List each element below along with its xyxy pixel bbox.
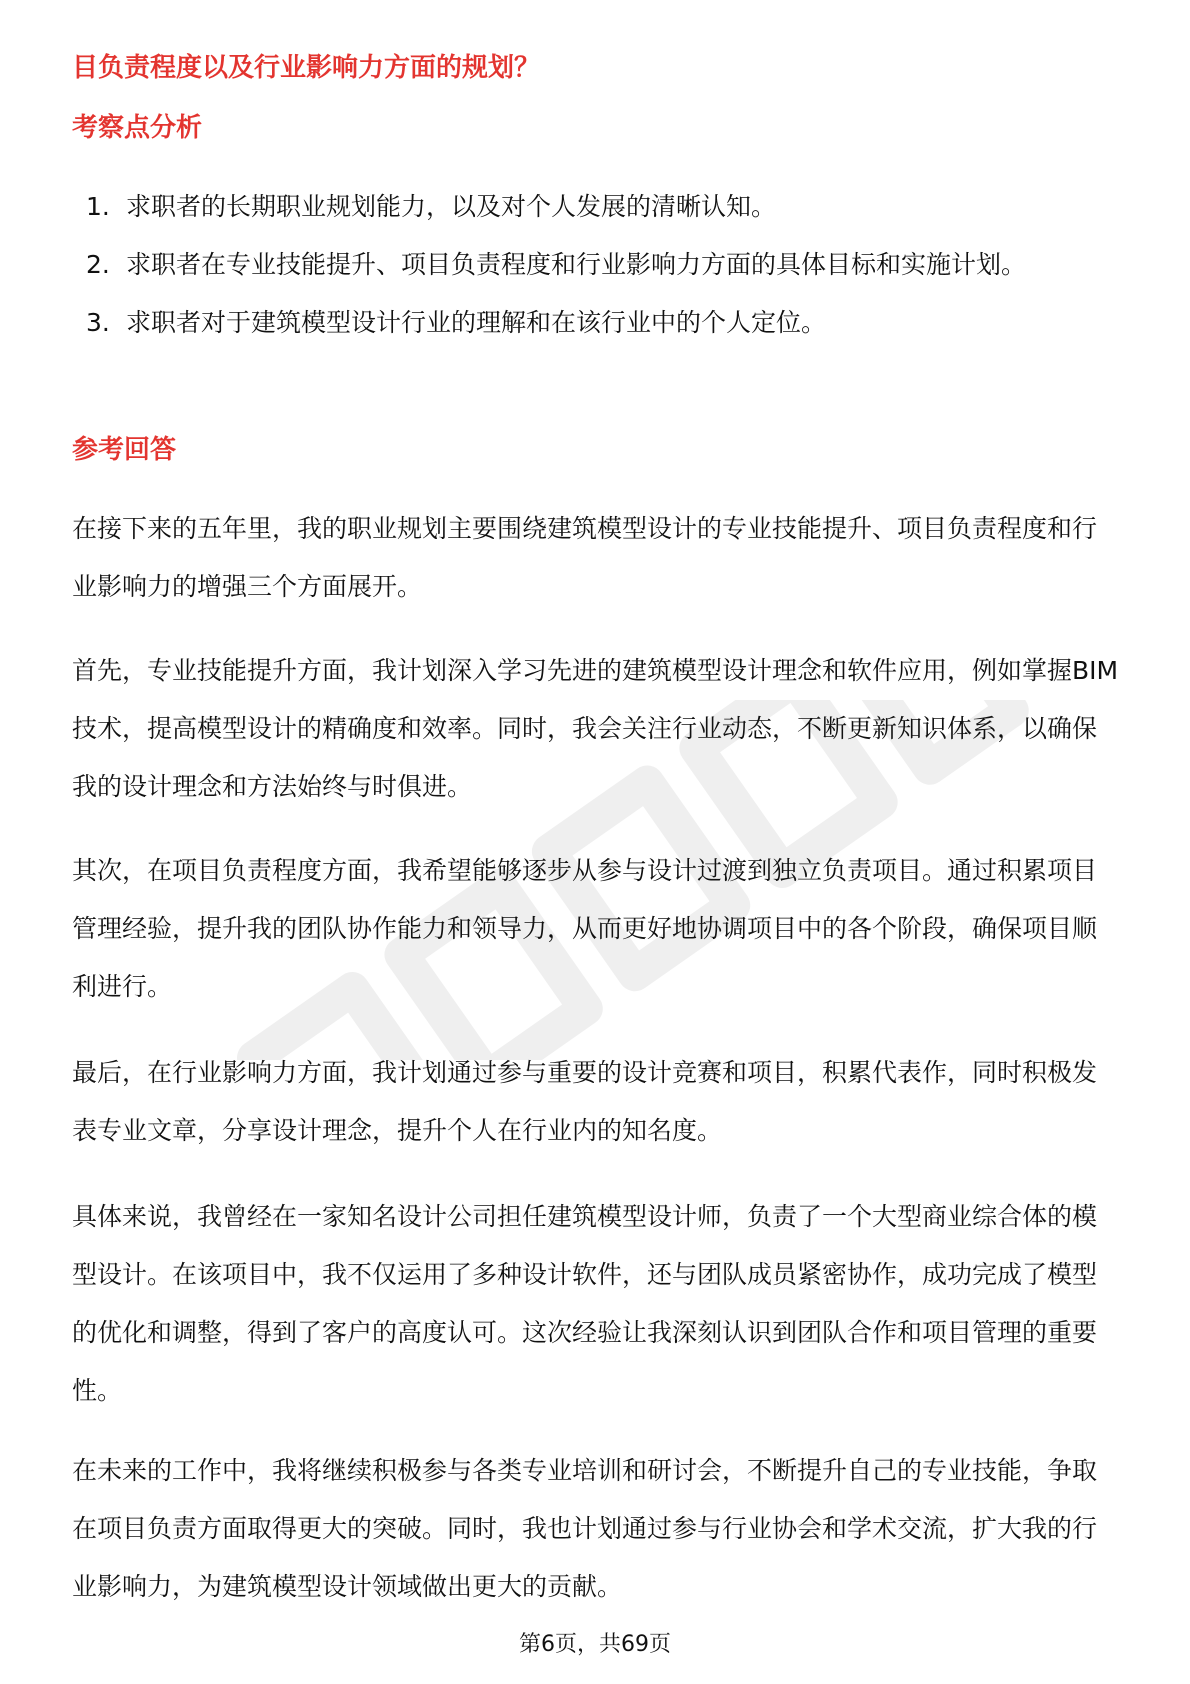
answer-paragraph: 最后，在行业影响力方面，我计划通过参与重要的设计竞赛和项目，积累代表作，同时积极发表专业文章，分享设计理念，提升个人在行业内的知名度。 bbox=[72, 1058, 1098, 1145]
question-title: 目负责程度以及行业影响力方面的规划？ bbox=[72, 53, 541, 83]
answer-paragraph: 具体来说，我曾经在一家知名设计公司担任建筑模型设计师，负责了一个大型商业综合体的模型设计。在该项目中，我不仅运用了多种设计软件，还与团队成员紧密协作，成功完成了模型的优化和调整，得到了客户的高度认可。这次经验让我深刻认识到团队合作和项目管理的重要性。 bbox=[72, 1202, 1098, 1405]
page-number-footer: 第6页，共69页 bbox=[519, 1632, 671, 1657]
answer-paragraph: 其次，在项目负责程度方面，我希望能够逐步从参与设计过渡到独立负责项目。通过积累项目管理经验，提升我的团队协作能力和领导力，从而更好地协调项目中的各个阶段，确保项目顺利进行。 bbox=[72, 856, 1098, 1001]
answer-heading: 参考回答 bbox=[72, 435, 177, 465]
analysis-heading: 考察点分析 bbox=[72, 113, 203, 143]
list-item-number: 1. bbox=[86, 192, 110, 221]
analysis-list bbox=[72, 178, 1120, 352]
list-item-text: 求职者的长期职业规划能力，以及对个人发展的清晰认知。 bbox=[126, 192, 777, 221]
list-item-number: 3. bbox=[86, 308, 110, 337]
answer-paragraph: 在接下来的五年里，我的职业规划主要围绕建筑模型设计的专业技能提升、项目负责程度和行业影响力的增强三个方面展开。 bbox=[72, 514, 1098, 601]
answer-paragraph: 在未来的工作中，我将继续积极参与各类专业培训和研讨会，不断提升自己的专业技能，争取在项目负责方面取得更大的突破。同时，我也计划通过参与行业协会和学术交流，扩大我的行业影响力，为建筑模型设计领域做出更大的贡献。 bbox=[72, 1456, 1098, 1601]
answer-paragraph: 首先，专业技能提升方面，我计划深入学习先进的建筑模型设计理念和软件应用，例如掌握BIM技术，提高模型设计的精确度和效率。同时，我会关注行业动态，不断更新知识体系，以确保我的设计理念和方法始终与时俱进。 bbox=[72, 656, 1119, 801]
list-item-text: 求职者对于建筑模型设计行业的理解和在该行业中的个人定位。 bbox=[126, 308, 827, 337]
list-item bbox=[72, 294, 1120, 352]
list-item bbox=[72, 236, 1120, 294]
list-item bbox=[72, 178, 1120, 236]
list-item-text: 求职者在专业技能提升、项目负责程度和行业影响力方面的具体目标和实施计划。 bbox=[126, 250, 1027, 279]
list-item-number: 2. bbox=[86, 250, 110, 279]
